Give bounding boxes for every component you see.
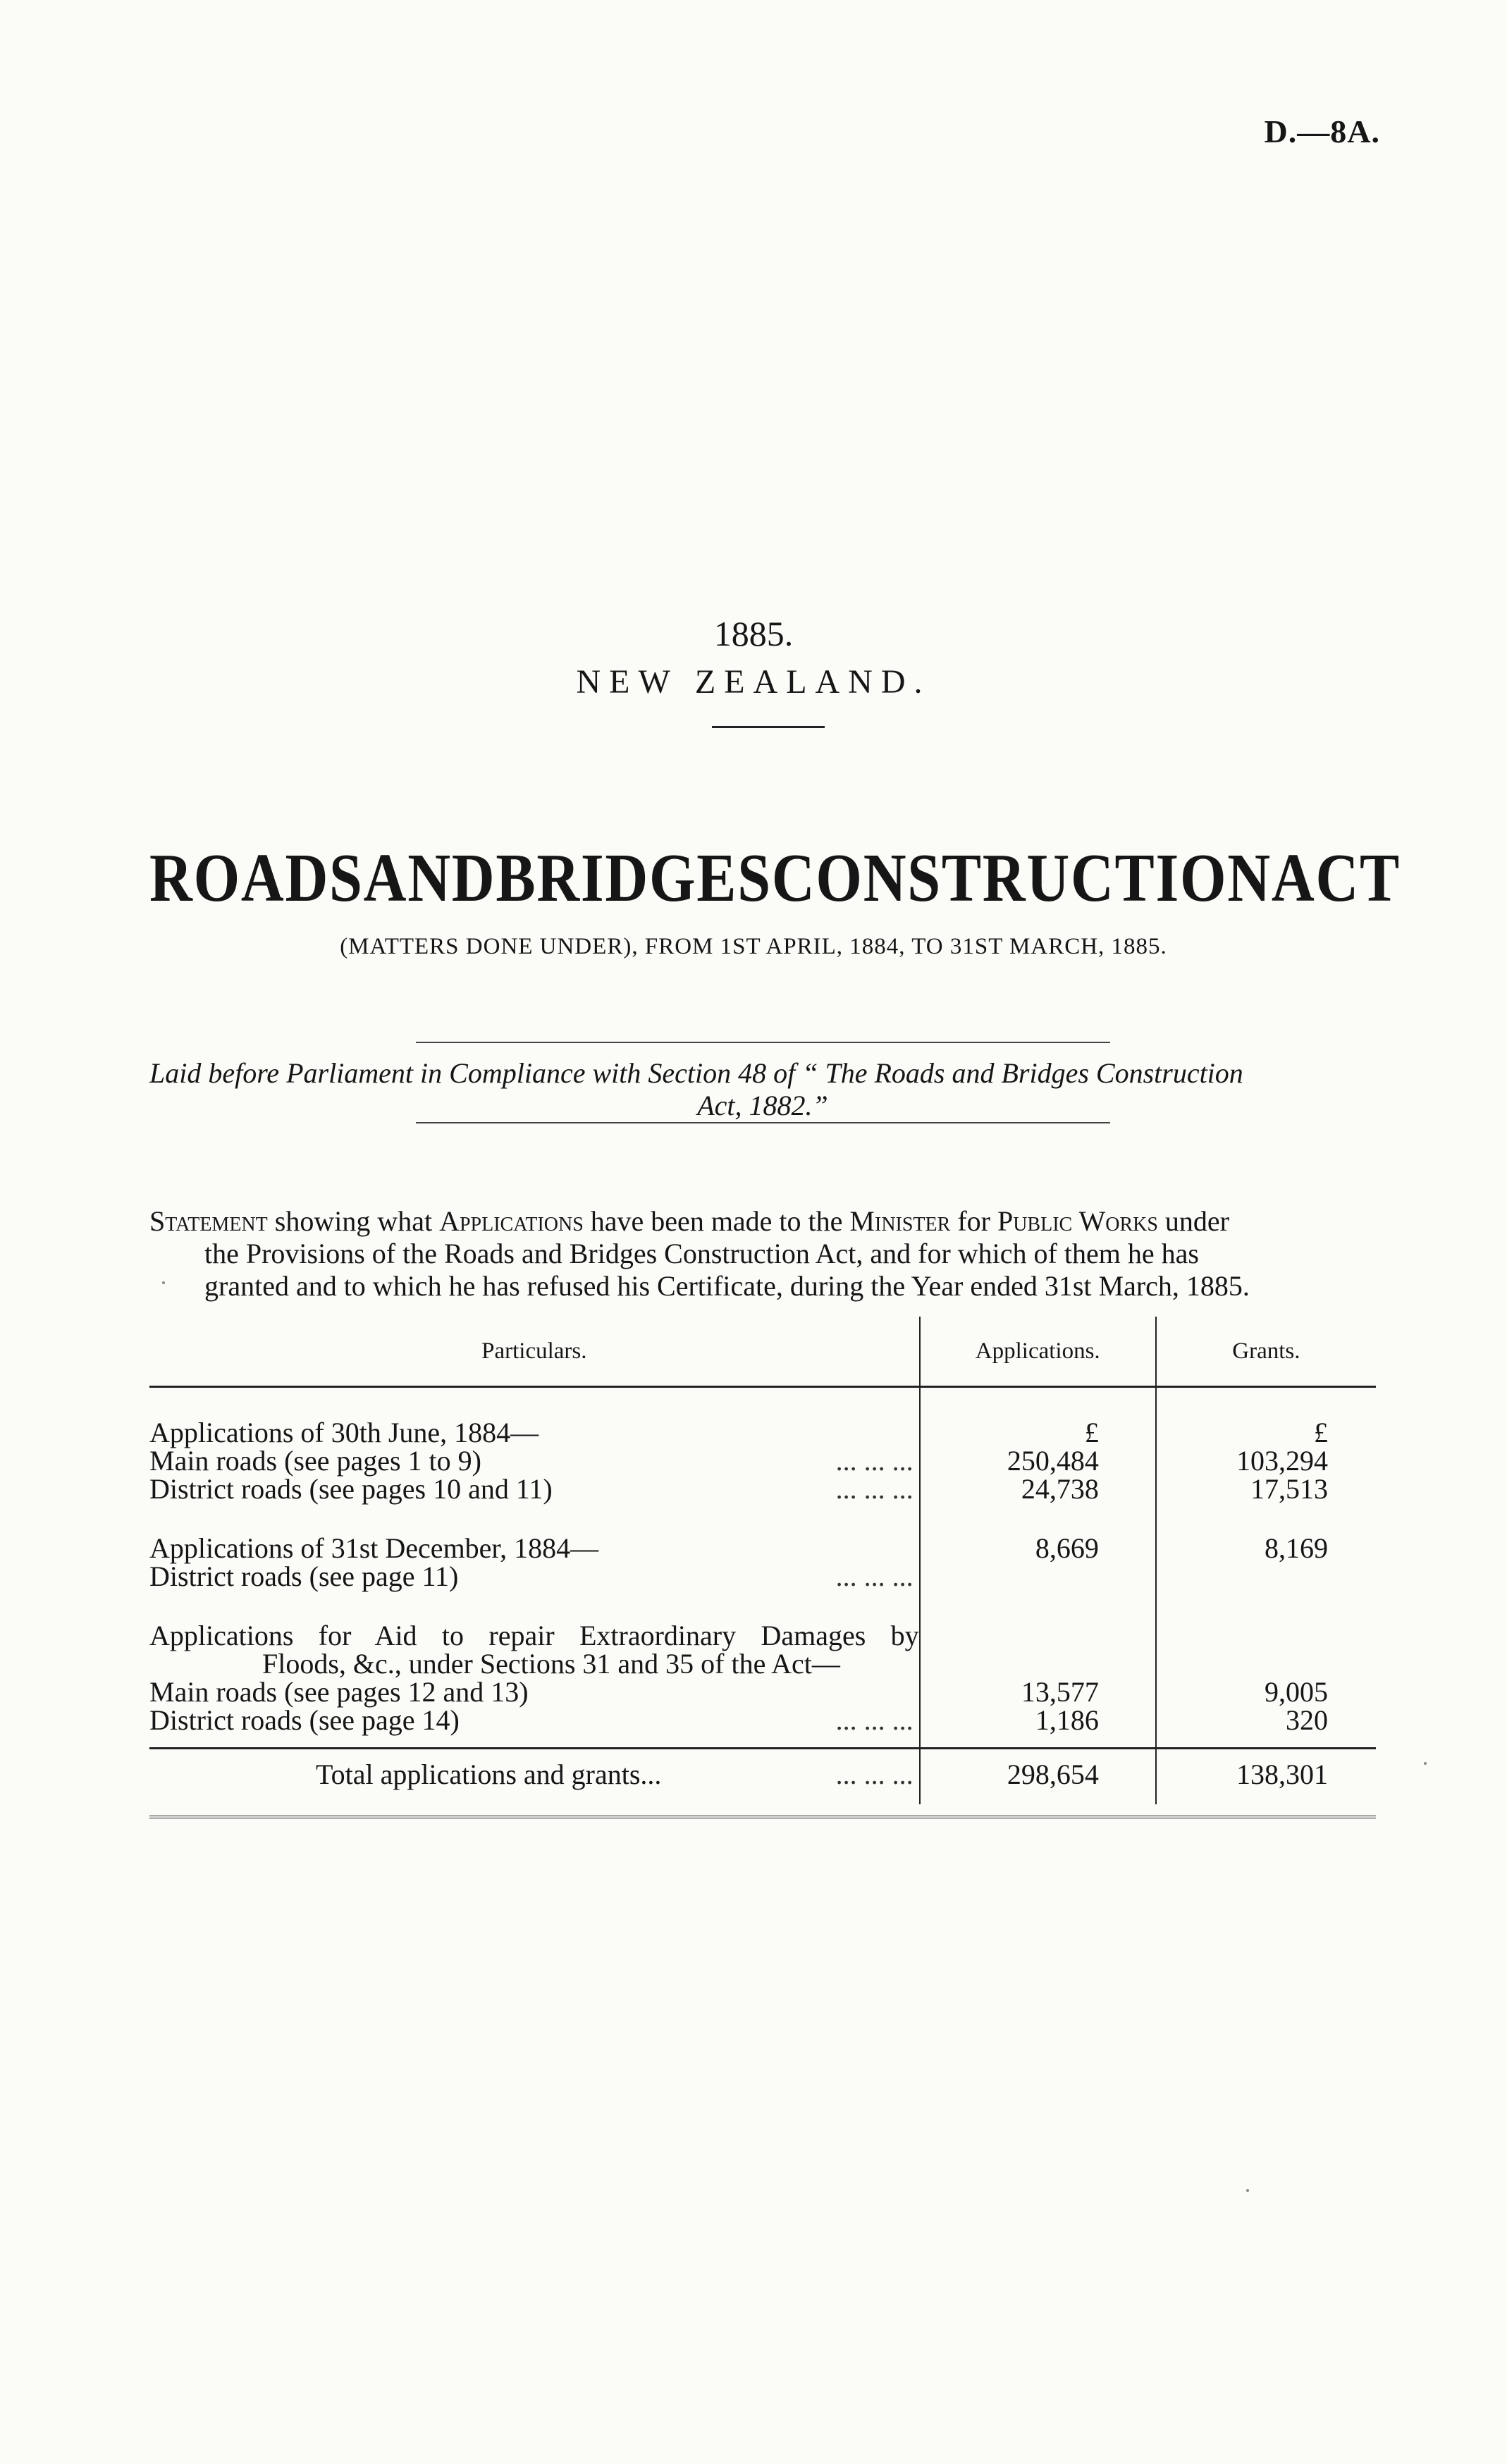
- statement-word: Public Works: [997, 1205, 1158, 1237]
- subtitle: (MATTERS DONE UNDER), FROM 1ST APRIL, 1884, TO 31ST MARCH, 1885.: [340, 934, 1167, 959]
- dot-leader: ... ... ...: [835, 1761, 914, 1789]
- title-word: ACT: [1271, 840, 1401, 916]
- row-label-cell: [149, 1706, 920, 1749]
- table-row: [149, 1387, 1376, 1448]
- paper-speck: [1246, 2189, 1249, 2192]
- title-word: BRIDGES: [496, 840, 772, 916]
- country-heading: NEW ZEALAND.: [576, 663, 931, 701]
- statement-text: showing what: [267, 1205, 440, 1237]
- table-row: [149, 1591, 1376, 1678]
- table-row: [149, 1563, 1376, 1591]
- grants-value: 17,513: [1156, 1475, 1376, 1503]
- title-word: ROADS: [149, 840, 364, 916]
- row-label-cell: [149, 1447, 920, 1475]
- title-word: AND: [363, 840, 496, 916]
- row-label: Main roads (see pages 1 to 9): [149, 1445, 481, 1477]
- table-row: [149, 1503, 1376, 1563]
- header-particulars: Particulars.: [149, 1317, 920, 1387]
- table-header-row: [149, 1317, 1376, 1387]
- laid-line-2: Act, 1882.”: [697, 1090, 828, 1121]
- applications-value: 13,577: [920, 1678, 1156, 1706]
- laid-rule-top: [416, 1042, 1110, 1043]
- laid-line-1: Laid before Parliament in Compliance with Section 48 of “ The Roads and Bridges Construction: [149, 1057, 1243, 1089]
- group-heading-line-2: Floods, &c., under Sections 31 and 35 of the Act—: [262, 1648, 840, 1680]
- laid-rule-bottom: [416, 1122, 1110, 1123]
- applications-value: 24,738: [920, 1475, 1156, 1503]
- grants-value: 9,005: [1156, 1678, 1376, 1706]
- total-label: Total applications and grants...: [316, 1758, 662, 1790]
- statement-paragraph: [149, 1205, 1376, 1302]
- currency-symbol: £: [920, 1387, 1156, 1448]
- dot-leader: ... ... ...: [835, 1447, 914, 1475]
- statement-word: Statement: [149, 1205, 268, 1237]
- applications-value: 1,186: [920, 1706, 1156, 1749]
- group-heading-line-1: Applications for Aid to repair Extraordinary Damages by: [149, 1620, 919, 1651]
- main-title: [149, 839, 1401, 918]
- dot-leader: ... ... ...: [835, 1475, 914, 1503]
- statement-text: for: [950, 1205, 997, 1237]
- row-label-cell: [149, 1475, 920, 1503]
- group-heading: Applications of 30th June, 1884—: [149, 1417, 539, 1448]
- applications-value: 8,669: [920, 1503, 1156, 1563]
- applications-value: 250,484: [920, 1447, 1156, 1475]
- table-row: [149, 1706, 1376, 1749]
- publication-year: 1885.: [713, 614, 794, 653]
- grants-value: 103,294: [1156, 1447, 1376, 1475]
- table-bottom-rule: [149, 1816, 1376, 1821]
- title-word: CONSTRUCTION: [771, 840, 1272, 916]
- table-row: [149, 1475, 1376, 1503]
- total-applications: 298,654: [920, 1749, 1156, 1805]
- statement-line-1: [149, 1205, 1376, 1238]
- paper-speck: [1424, 1762, 1427, 1765]
- statement-word: Minister: [849, 1205, 951, 1237]
- group-heading: Applications of 31st December, 1884—: [149, 1532, 599, 1564]
- row-label: District roads (see pages 10 and 11): [149, 1473, 553, 1505]
- row-label: District roads (see page 11): [149, 1560, 459, 1592]
- statement-line-3: granted and to which he has refused his Certificate, during the Year ended 31st March, 1885.: [204, 1270, 1250, 1302]
- empty-cell: [920, 1591, 1156, 1678]
- row-label-cell: [149, 1678, 920, 1706]
- laid-before-parliament: [149, 1057, 1376, 1122]
- dot-leader: ... ... ...: [835, 1706, 914, 1735]
- statement-line-2: the Provisions of the Roads and Bridges Construction Act, and for which of them he has: [204, 1238, 1199, 1269]
- table-row: [149, 1678, 1376, 1706]
- header-grants: Grants.: [1156, 1317, 1376, 1387]
- table-row: [149, 1447, 1376, 1475]
- currency-symbol: £: [1156, 1387, 1376, 1448]
- total-grants: 138,301: [1156, 1749, 1376, 1805]
- document-reference: D.—8A.: [1264, 113, 1380, 149]
- row-label-cell: [149, 1560, 920, 1592]
- statement-text: under: [1157, 1205, 1229, 1237]
- paper-speck: [162, 1281, 165, 1284]
- statement-text: have been made to the: [583, 1205, 850, 1237]
- grants-value: 8,169: [1156, 1503, 1376, 1563]
- grants-value: 320: [1156, 1706, 1376, 1749]
- empty-cell: [920, 1563, 1156, 1591]
- short-divider: [712, 726, 825, 728]
- dot-leader: ... ... ...: [835, 1563, 914, 1591]
- header-applications: Applications.: [920, 1317, 1156, 1387]
- row-label: Main roads (see pages 12 and 13): [149, 1676, 529, 1708]
- empty-cell: [1156, 1563, 1376, 1591]
- row-label: District roads (see page 14): [149, 1704, 460, 1736]
- statement-word: Applications: [439, 1205, 584, 1237]
- total-row: [149, 1749, 1376, 1805]
- applications-table: [149, 1317, 1376, 1804]
- total-label-cell: [149, 1749, 920, 1805]
- group-heading: [149, 1591, 920, 1678]
- empty-cell: [1156, 1591, 1376, 1678]
